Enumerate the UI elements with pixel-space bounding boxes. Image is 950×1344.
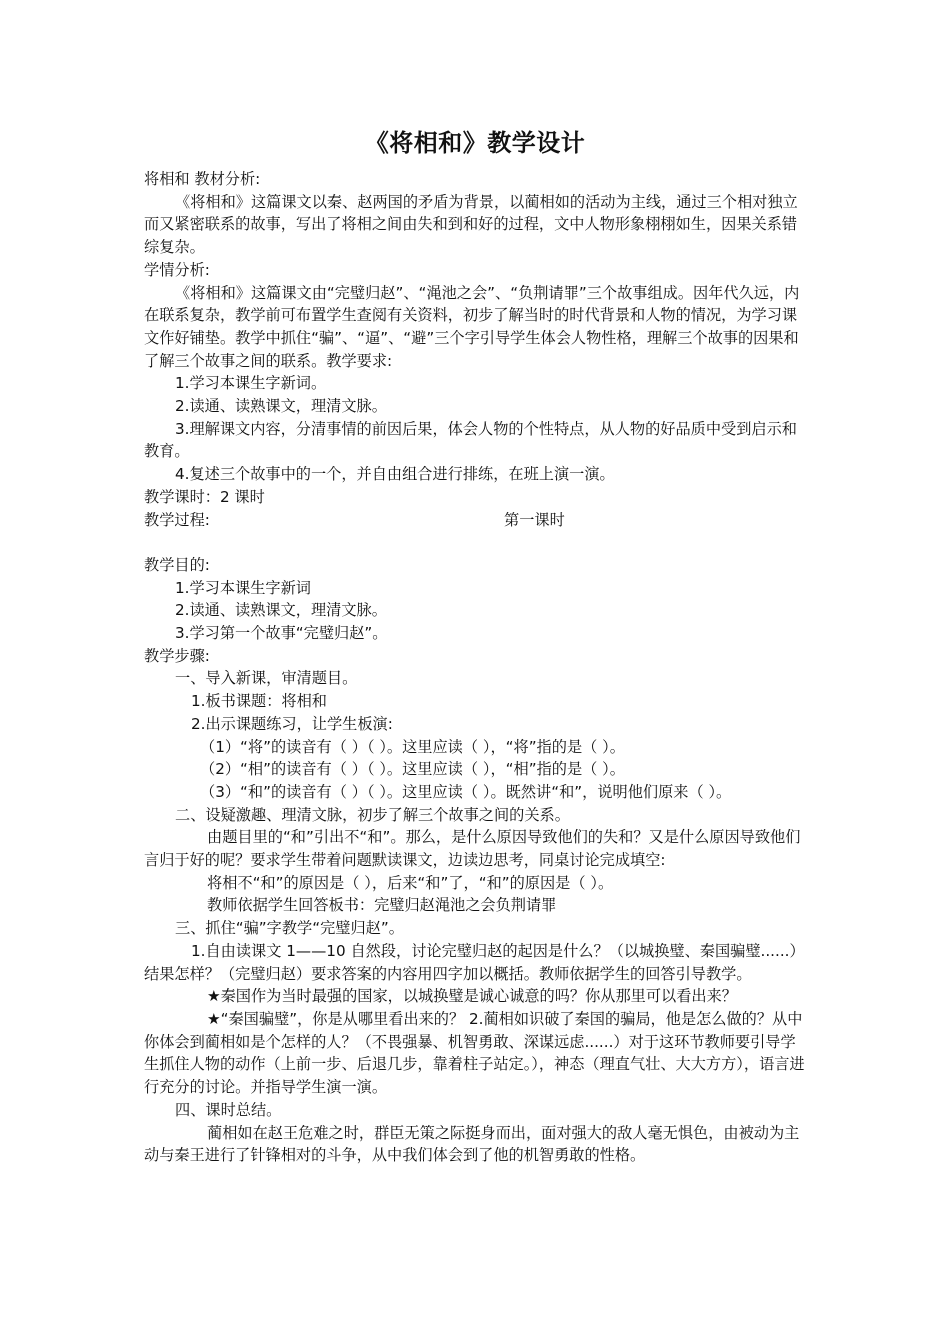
question-line: ★秦国作为当时最强的国家，以城换璧是诚心诚意的吗？你从那里可以看出来？ (207, 987, 737, 1006)
paragraph-question: ★“秦国骗璧”，你是从哪里看出来的？ 2.蔺相如识破了秦国的骗局，他是怎么做的？从中你体会到蔺相如是个怎样的人？（不畏强暴、机智勇敢、深谋远虑......）对于这环节教师要引导学生抓住人物的动作（上前一步、后退几步，靠着柱子站定。），神态（理直气壮、大大方方），语言进行充分的讨论。并指导学生演一演。 (144, 1010, 805, 1097)
paragraph-textbook-analysis: 《将相和》这篇课文以秦、赵两国的矛盾为背景，以蔺相如的活动为主线，通过三个相对独立而又紧密联系的故事，写出了将相之间由失和到和好的过程，文中人物形象栩栩如生，因果关系错综复杂。 (144, 192, 798, 257)
exercise-item: （2）“相”的读音有（ ）（ ）。这里应读（ ），“相”指的是（ ）。 (200, 760, 625, 779)
section-heading-student-analysis: 学情分析: (144, 260, 210, 279)
requirement-item: 2.读通、读熟课文，理清文脉。 (175, 397, 387, 416)
section-heading-teaching-steps: 教学步骤: (144, 646, 210, 665)
section-heading-textbook-analysis: 将相和 教材分析: (144, 170, 261, 188)
step-heading: 三、抓住“骗”字教学“完璧归赵”。 (175, 919, 404, 938)
fill-blank-line: 将相不“和”的原因是（ ），后来“和”了，“和”的原因是（ ）。 (207, 873, 614, 892)
requirement-item: 1.学习本课生字新词。 (175, 374, 327, 393)
step-item: 2.出示课题练习，让学生板演: (191, 714, 393, 733)
exercise-item: （1）“将”的读音有（ ）（ ）。这里应读（ ），“将”指的是（ ）。 (200, 737, 625, 756)
class-hours: 教学课时：2 课时 (144, 487, 265, 506)
requirement-item: 4.复述三个故事中的一个，并自由组合进行排练，在班上演一演。 (175, 465, 615, 484)
section-heading-teaching-goals: 教学目的: (144, 555, 210, 574)
goal-item: 3.学习第一个故事“完璧归赵”。 (175, 624, 388, 643)
document-title: 《将相和》教学设计 (364, 129, 586, 157)
lesson-one-heading: 第一课时 (504, 510, 565, 529)
blank-line (144, 531, 806, 554)
paragraph-step-two: 由题目里的“和”引出不“和”。那么，是什么原因导致他们的失和？又是什么原因导致他们言归于好的呢？要求学生带着问题默读课文，边读边思考，同桌讨论完成填空: (144, 828, 801, 870)
teaching-process-row (144, 509, 806, 532)
goal-item: 1.学习本课生字新词 (175, 578, 311, 597)
document-body (144, 168, 806, 1167)
blackboard-line: 教师依据学生回答板书：完璧归赵渑池之会负荆请罪 (207, 896, 557, 915)
paragraph-summary: 蔺相如在赵王危难之时，群臣无策之际挺身而出，面对强大的敌人毫无惧色，由被动为主动与秦王进行了针锋相对的斗争，从中我们体会到了他的机智勇敢的性格。 (144, 1123, 800, 1165)
exercise-item: （3）“和”的读音有（ ）（ ）。这里应读（ ）。既然讲“和”，说明他们原来（ ）。 (200, 782, 732, 801)
step-heading: 四、课时总结。 (175, 1100, 282, 1119)
step-heading: 一、导入新课，审清题目。 (175, 669, 358, 688)
goal-item: 2.读通、读熟课文，理清文脉。 (175, 601, 387, 620)
section-heading-teaching-process: 教学过程: (144, 510, 210, 529)
step-heading: 二、设疑激趣、理清文脉，初步了解三个故事之间的关系。 (175, 805, 570, 824)
requirement-item: 3.理解课文内容，分清事情的前因后果，体会人物的个性特点，从人物的好品质中受到启示和教育。 (144, 419, 797, 461)
step-item: 1.板书课题：将相和 (191, 692, 327, 711)
paragraph-step-three: 1.自由读课文 1——10 自然段，讨论完璧归赵的起因是什么？（以城换璧、秦国骗璧......）结果怎样？（完璧归赵）要求答案的内容用四字加以概括。教师依据学生的回答引导教学。 (144, 941, 805, 983)
paragraph-student-analysis: 《将相和》这篇课文由“完璧归赵”、“渑池之会”、“负荆请罪”三个故事组成。因年代久远，内在联系复杂，教学前可布置学生查阅有关资料，初步了解当时的时代背景和人物的情况，为学习课文作好铺垫。教学中抓住“骗”、“逼”、“避”三个字引导学生体会人物性格，理解三个故事的因果和了解三个故事之间的联系。教学要求: (144, 283, 800, 370)
